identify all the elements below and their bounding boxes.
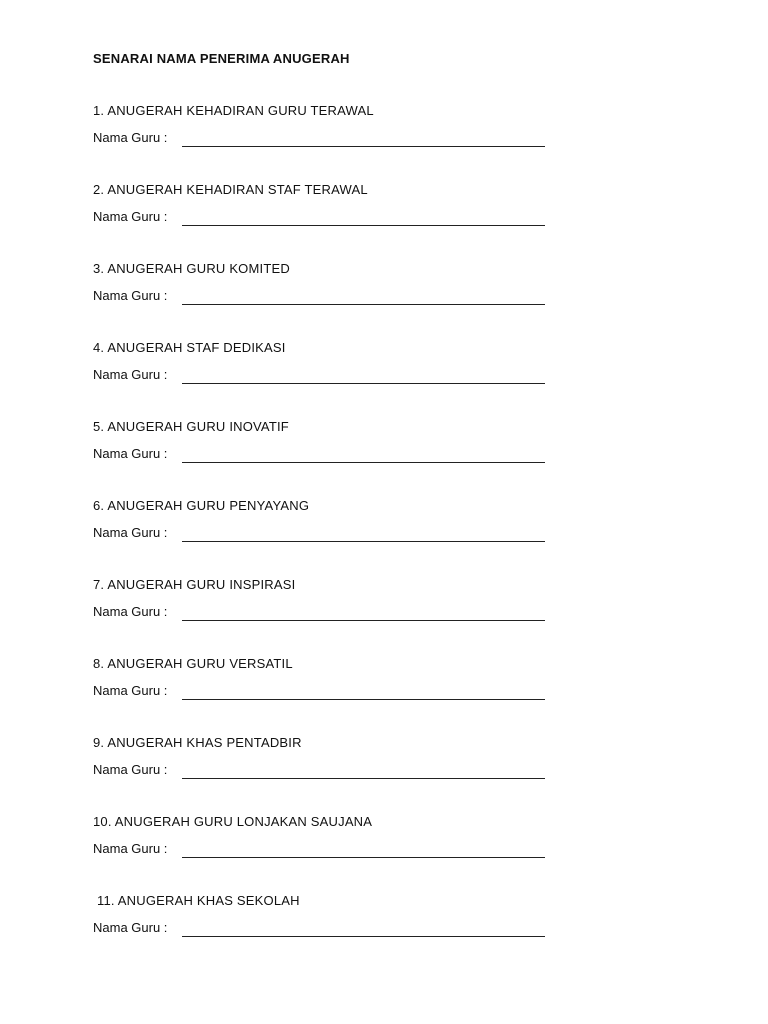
award-heading: 10. ANUGERAH GURU LONJAKAN SAUJANA (93, 814, 373, 829)
name-label: Nama Guru : (93, 209, 168, 224)
name-blank-line[interactable] (182, 936, 545, 937)
name-blank-line[interactable] (182, 778, 545, 779)
award-heading: 5. ANUGERAH GURU INOVATIF (93, 419, 289, 434)
name-label: Nama Guru : (93, 367, 168, 382)
name-field-row (93, 683, 553, 703)
name-label: Nama Guru : (93, 920, 168, 935)
name-field-row (93, 841, 553, 861)
name-field-row (93, 367, 553, 387)
name-field-row (93, 525, 553, 545)
award-item-11 (93, 893, 563, 953)
name-field-row (93, 604, 553, 624)
name-blank-line[interactable] (182, 857, 545, 858)
name-blank-line[interactable] (182, 225, 545, 226)
award-item-7 (93, 577, 563, 637)
name-field-row (93, 209, 553, 229)
name-blank-line[interactable] (182, 541, 545, 542)
name-label: Nama Guru : (93, 762, 168, 777)
name-label: Nama Guru : (93, 288, 168, 303)
award-heading: 3. ANUGERAH GURU KOMITED (93, 261, 290, 276)
name-blank-line[interactable] (182, 146, 545, 147)
award-item-10 (93, 814, 563, 874)
award-heading: 11. ANUGERAH KHAS SEKOLAH (97, 893, 300, 908)
name-field-row (93, 920, 553, 940)
name-field-row (93, 446, 553, 466)
name-label: Nama Guru : (93, 525, 168, 540)
name-label: Nama Guru : (93, 446, 168, 461)
name-label: Nama Guru : (93, 604, 168, 619)
award-item-9 (93, 735, 563, 795)
award-heading: 9. ANUGERAH KHAS PENTADBIR (93, 735, 302, 750)
award-heading: 1. ANUGERAH KEHADIRAN GURU TERAWAL (93, 103, 374, 118)
name-blank-line[interactable] (182, 462, 545, 463)
award-item-6 (93, 498, 563, 558)
name-label: Nama Guru : (93, 130, 168, 145)
name-blank-line[interactable] (182, 699, 545, 700)
name-blank-line[interactable] (182, 620, 545, 621)
award-item-3 (93, 261, 563, 321)
award-item-1 (93, 103, 563, 163)
name-label: Nama Guru : (93, 683, 168, 698)
name-label: Nama Guru : (93, 841, 168, 856)
award-item-4 (93, 340, 563, 400)
name-field-row (93, 130, 553, 150)
award-item-8 (93, 656, 563, 716)
award-item-5 (93, 419, 563, 479)
award-item-2 (93, 182, 563, 242)
name-field-row (93, 288, 553, 308)
name-field-row (93, 762, 553, 782)
award-heading: 8. ANUGERAH GURU VERSATIL (93, 656, 293, 671)
award-heading: 4. ANUGERAH STAF DEDIKASI (93, 340, 286, 355)
award-heading: 6. ANUGERAH GURU PENYAYANG (93, 498, 310, 513)
document-title: SENARAI NAMA PENERIMA ANUGERAH (93, 51, 350, 66)
award-heading: 7. ANUGERAH GURU INSPIRASI (93, 577, 296, 592)
name-blank-line[interactable] (182, 304, 545, 305)
name-blank-line[interactable] (182, 383, 545, 384)
award-heading: 2. ANUGERAH KEHADIRAN STAF TERAWAL (93, 182, 368, 197)
